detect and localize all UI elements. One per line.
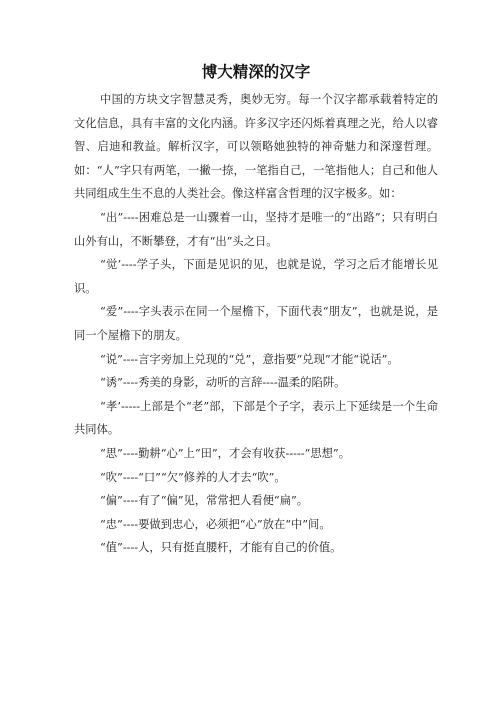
example-jue: “觉’----学子头，下面是见识的见，也就是说，学习之后才能增长见识。 (74, 258, 438, 295)
example-zhi: “值”----人，只有挺直腰杆，才能有自己的价值。 (99, 541, 342, 555)
example-chui: “吹”----“口”“欠”修养的人才去“吹”。 (99, 470, 286, 484)
example-shuo: “说”----言字旁加上兑现的“兑”，意指要“兑现”才能“说话”。 (99, 352, 399, 366)
example-chu: “出”----困难总是一山骤着一山，坚持才是唯一的“出路”；只有明白山外有山，不断攀登，才有“出”头之日。 (74, 210, 438, 248)
example-zhong: “忠”----要做到忠心，必须把“心”放在“中”间。 (99, 517, 331, 531)
intro-paragraph: 中国的方块文字智慧灵秀，奥妙无穷。每一个汉字都承载着特定的文化信息，具有丰富的文化内涵。许多汉字还闪烁着真理之光，给人以睿智、启迪和教益。解析汉字，可以领略她独特的神奇魅力和深邃哲理。如：“人”字只有两笔，一撇一捺，一笔指自己，一笔指他人；自己和他人共同组成生生不息的人类社会。像这样富含哲理的汉字极多。如： (74, 93, 438, 201)
document-page (74, 62, 438, 560)
example-si: “思”----勤耕“心”上“田”，才会有收获-----“思想”。 (99, 446, 350, 460)
example-pian: “偏”----有了“偏”见，常常把人看便“扁”。 (99, 494, 309, 508)
example-you: “诱”----秀美的身影，动听的言辞----温柔的陷阱。 (99, 376, 346, 390)
document-title: 博大精深的汉字 (201, 63, 311, 81)
example-ai: “爱”----字头表示在同一个屋檐下，下面代表“朋友”，也就是说，是同一个屋檐下的朋友。 (74, 305, 438, 342)
example-xiao: “孝’-----上部是个“老”部，下部是个子字，表示上下延续是一个生命共同体。 (74, 399, 438, 437)
